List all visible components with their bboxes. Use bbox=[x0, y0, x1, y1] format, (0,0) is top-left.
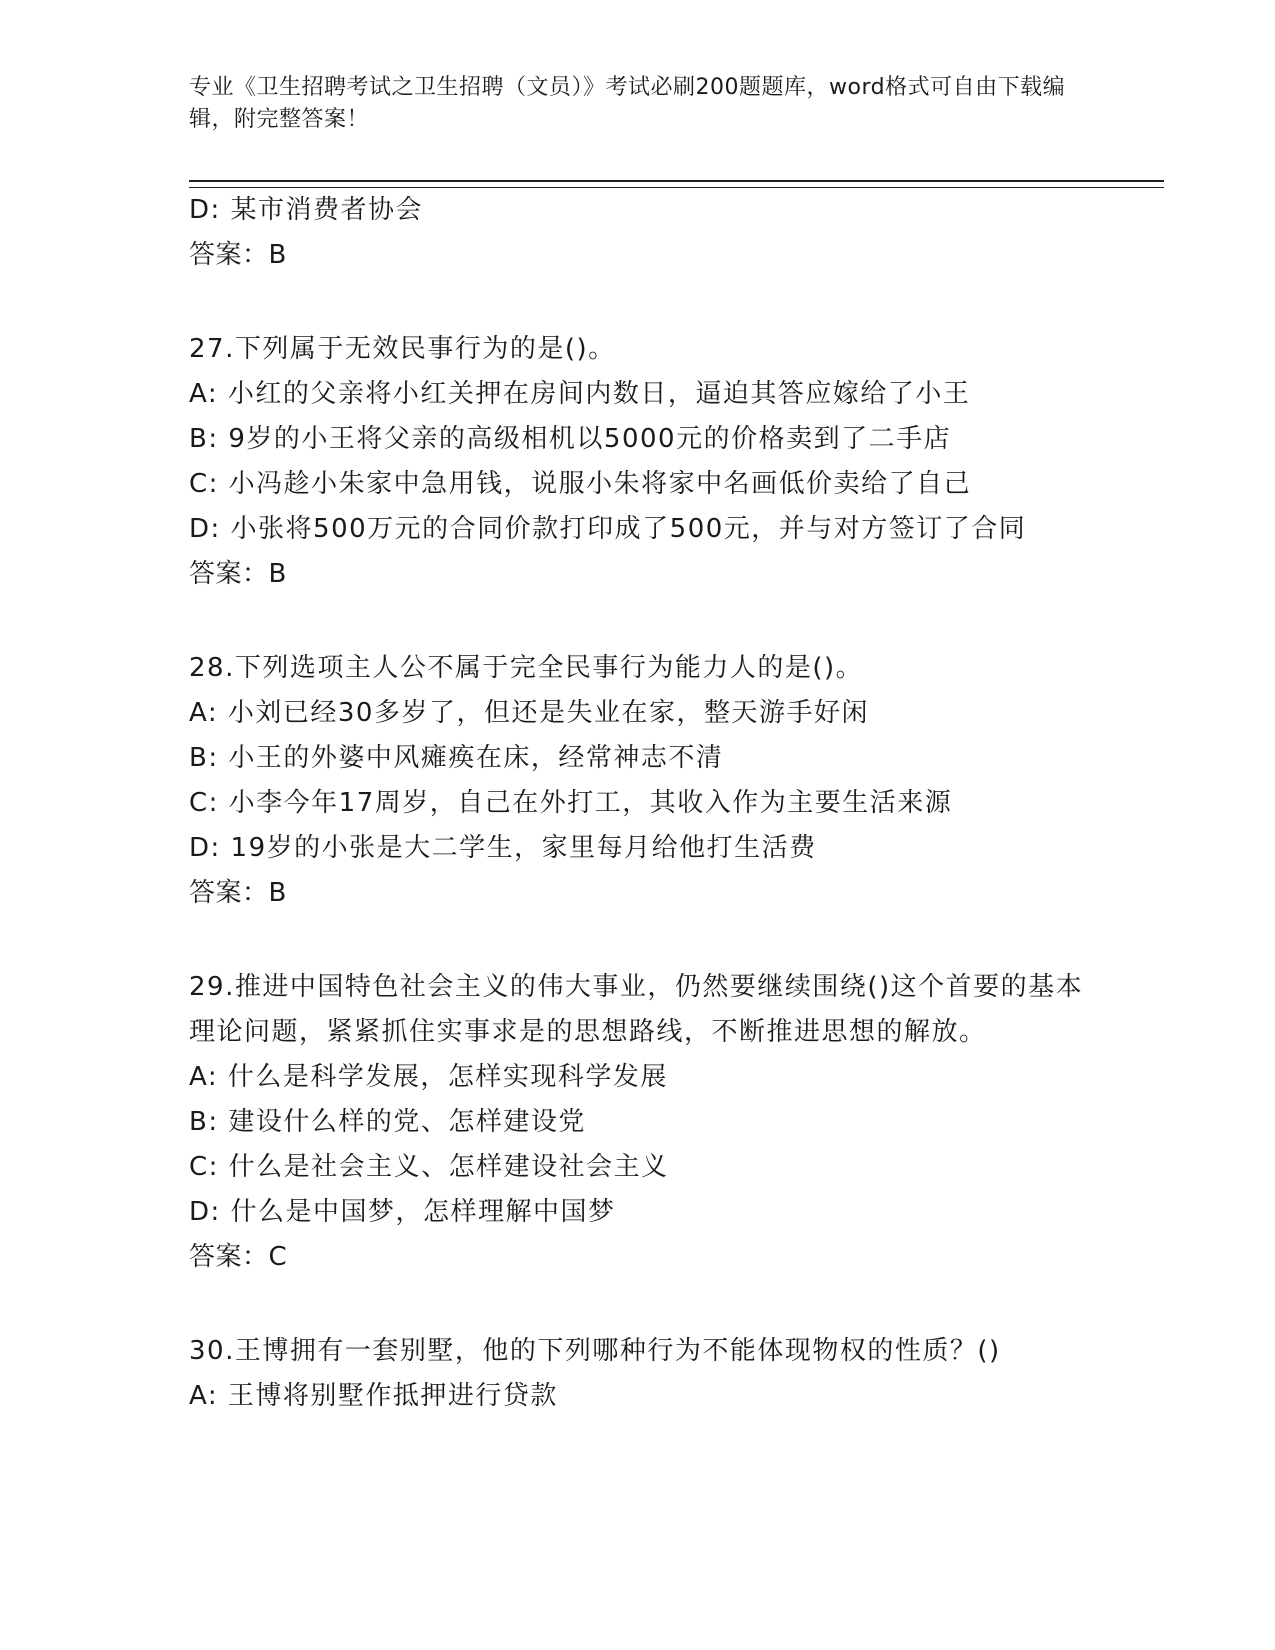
header-divider bbox=[189, 180, 1164, 188]
question-30 bbox=[189, 1329, 1089, 1419]
question-27 bbox=[189, 327, 1089, 597]
question-28 bbox=[189, 646, 1089, 916]
question-stem: 27.下列属于无效民事行为的是()。 bbox=[189, 334, 616, 364]
option-b: B: 9岁的小王将父亲的高级相机以5000元的价格卖到了二手店 bbox=[189, 424, 952, 454]
answer: 答案：B bbox=[189, 878, 287, 908]
document-header: 专业《卫生招聘考试之卫生招聘（文员）》考试必刷200题题库，word格式可自由下载编辑，附完整答案！ bbox=[189, 75, 1066, 132]
option-a: A: 小刘已经30多岁了，但还是失业在家，整天游手好闲 bbox=[189, 698, 869, 728]
option-d: D: 什么是中国梦，怎样理解中国梦 bbox=[189, 1197, 616, 1227]
option-a: A: 什么是科学发展，怎样实现科学发展 bbox=[189, 1062, 668, 1092]
option-a: A: 小红的父亲将小红关押在房间内数日，逼迫其答应嫁给了小王 bbox=[189, 379, 971, 409]
question-stem: 30.王博拥有一套别墅，他的下列哪种行为不能体现物权的性质？() bbox=[189, 1336, 1001, 1366]
option-a: A: 王博将别墅作抵押进行贷款 bbox=[189, 1381, 558, 1411]
question-29 bbox=[189, 965, 1089, 1280]
prev-option-d: D: 某市消费者协会 bbox=[189, 195, 424, 225]
prev-answer: 答案：B bbox=[189, 240, 287, 270]
option-c: C: 什么是社会主义、怎样建设社会主义 bbox=[189, 1152, 669, 1182]
option-b: B: 小王的外婆中风瘫痪在床，经常神志不清 bbox=[189, 743, 724, 773]
question-stem: 28.下列选项主人公不属于完全民事行为能力人的是()。 bbox=[189, 653, 864, 683]
question-list bbox=[189, 188, 1089, 1419]
option-c: C: 小冯趁小朱家中急用钱，说服小朱将家中名画低价卖给了自己 bbox=[189, 469, 972, 499]
answer: 答案：C bbox=[189, 1242, 288, 1272]
option-c: C: 小李今年17周岁，自己在外打工，其收入作为主要生活来源 bbox=[189, 788, 953, 818]
option-d: D: 19岁的小张是大二学生，家里每月给他打生活费 bbox=[189, 833, 817, 863]
question-stem: 29.推进中国特色社会主义的伟大事业，仍然要继续围绕()这个首要的基本理论问题，紧紧抓住实事求是的思想路线，不断推进思想的解放。 bbox=[189, 972, 1084, 1047]
option-b: B: 建设什么样的党、怎样建设党 bbox=[189, 1107, 586, 1137]
option-d: D: 小张将500万元的合同价款打印成了500元，并与对方签订了合同 bbox=[189, 514, 1027, 544]
answer: 答案：B bbox=[189, 559, 287, 589]
